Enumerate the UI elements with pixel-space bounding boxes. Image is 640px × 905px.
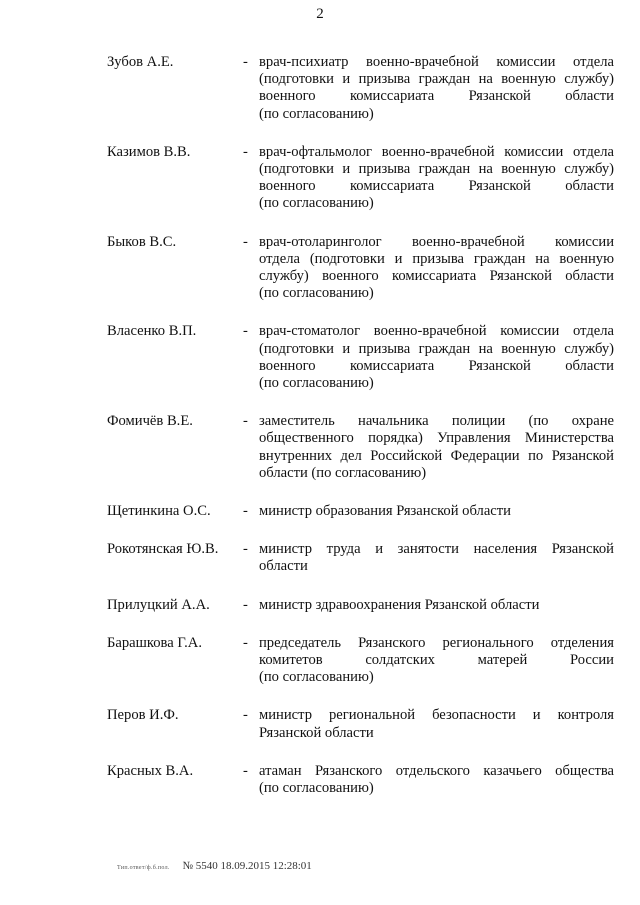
member-entry xyxy=(107,541,617,575)
member-name: Рокотянская Ю.В. xyxy=(107,541,219,558)
member-role xyxy=(259,144,614,213)
member-name: Казимов В.В. xyxy=(107,143,191,160)
member-role-line: внутренних дел Российской Федерации по Рязанской xyxy=(259,447,614,464)
entry-dash: - xyxy=(243,503,248,520)
member-role-line: врач-офтальмолог военно-врачебной комиссии отдела xyxy=(259,143,614,160)
member-role xyxy=(259,763,614,797)
member-entry xyxy=(107,323,617,392)
entry-dash: - xyxy=(243,323,248,340)
member-role-line: Рязанской области xyxy=(259,724,374,741)
member-name: Прилуцкий А.А. xyxy=(107,596,210,613)
member-role xyxy=(259,323,614,392)
member-role-line: общественного порядка) Управления Министерства xyxy=(259,430,614,447)
entry-dash: - xyxy=(243,596,248,613)
member-role-line: (по согласованию) xyxy=(259,375,374,392)
member-role xyxy=(259,597,614,614)
member-role-line: области xyxy=(259,558,308,575)
member-entry xyxy=(107,54,617,123)
member-name: Щетинкина О.С. xyxy=(107,503,211,520)
member-role-line: (по согласованию) xyxy=(259,105,374,122)
entry-dash: - xyxy=(243,413,248,430)
entry-dash: - xyxy=(243,541,248,558)
entry-dash: - xyxy=(243,762,248,779)
member-entry xyxy=(107,763,617,797)
member-role-line: министр здравоохранения Рязанской области xyxy=(259,596,540,613)
member-role-line: комитетов солдатских матерей России xyxy=(259,652,614,669)
member-name: Перов И.Ф. xyxy=(107,707,179,724)
member-role-line: атаман Рязанского отдельского казачьего общества xyxy=(259,762,614,779)
member-entry xyxy=(107,144,617,213)
member-entry xyxy=(107,413,617,482)
member-role xyxy=(259,635,614,687)
member-entry xyxy=(107,707,617,741)
member-name: Барашкова Г.А. xyxy=(107,634,202,651)
member-role-line: (подготовки и призыва граждан на военную службу) xyxy=(259,161,614,178)
members-list xyxy=(107,54,617,818)
member-entry xyxy=(107,635,617,687)
member-role-line: службу) военного комиссариата Рязанской области xyxy=(259,268,614,285)
member-name: Быков В.С. xyxy=(107,233,177,250)
member-role-line: председатель Рязанского регионального отделения xyxy=(259,634,614,651)
footer-registration-stamp: № 5540 18.09.2015 12:28:01 xyxy=(182,860,312,872)
member-role-line: врач-отоларинголог военно-врачебной комиссии xyxy=(259,233,614,250)
member-role-line: (по согласованию) xyxy=(259,195,374,212)
member-entry xyxy=(107,597,617,614)
entry-dash: - xyxy=(243,707,248,724)
member-role-line: военного комиссариата Рязанской области xyxy=(259,178,614,195)
entry-dash: - xyxy=(243,233,248,250)
member-role-line: военного комиссариата Рязанской области xyxy=(259,357,614,374)
member-role-line: министр образования Рязанской области xyxy=(259,503,511,520)
member-role xyxy=(259,541,614,575)
member-name: Власенко В.П. xyxy=(107,323,197,340)
member-role-line: военного комиссариата Рязанской области xyxy=(259,88,614,105)
page-number: 2 xyxy=(316,6,324,22)
member-role-line: (подготовки и призыва граждан на военную службу) xyxy=(259,71,614,88)
entry-dash: - xyxy=(243,634,248,651)
member-role-line: (по согласованию) xyxy=(259,780,374,797)
entry-dash: - xyxy=(243,54,248,70)
member-name: Красных В.А. xyxy=(107,762,194,779)
member-role xyxy=(259,707,614,741)
member-role-line: врач-психиатр военно-врачебной комиссии отдела xyxy=(259,54,614,70)
member-role xyxy=(259,234,614,303)
member-role-line: отдела (подготовки и призыва граждан на военную xyxy=(259,250,614,267)
member-role xyxy=(259,413,614,482)
footer-small-text: Тип.ответ/ф.б.пол. xyxy=(117,865,170,871)
member-entry xyxy=(107,234,617,303)
registration-footer xyxy=(117,860,312,872)
member-role-line: (подготовки и призыва граждан на военную службу) xyxy=(259,340,614,357)
member-role xyxy=(259,503,614,520)
member-role-line: области (по согласованию) xyxy=(259,464,427,481)
member-role-line: (по согласованию) xyxy=(259,285,374,302)
member-role xyxy=(259,54,614,123)
member-name: Зубов А.Е. xyxy=(107,54,174,70)
member-role-line: врач-стоматолог военно-врачебной комиссии отдела xyxy=(259,323,614,340)
member-name: Фомичёв В.Е. xyxy=(107,413,193,430)
member-entry xyxy=(107,503,617,520)
entry-dash: - xyxy=(243,143,248,160)
member-role-line: министр региональной безопасности и контроля xyxy=(259,707,614,724)
member-role-line: министр труда и занятости населения Рязанской xyxy=(259,541,614,558)
member-role-line: (по согласованию) xyxy=(259,669,374,686)
member-role-line: заместитель начальника полиции (по охране xyxy=(259,413,614,430)
